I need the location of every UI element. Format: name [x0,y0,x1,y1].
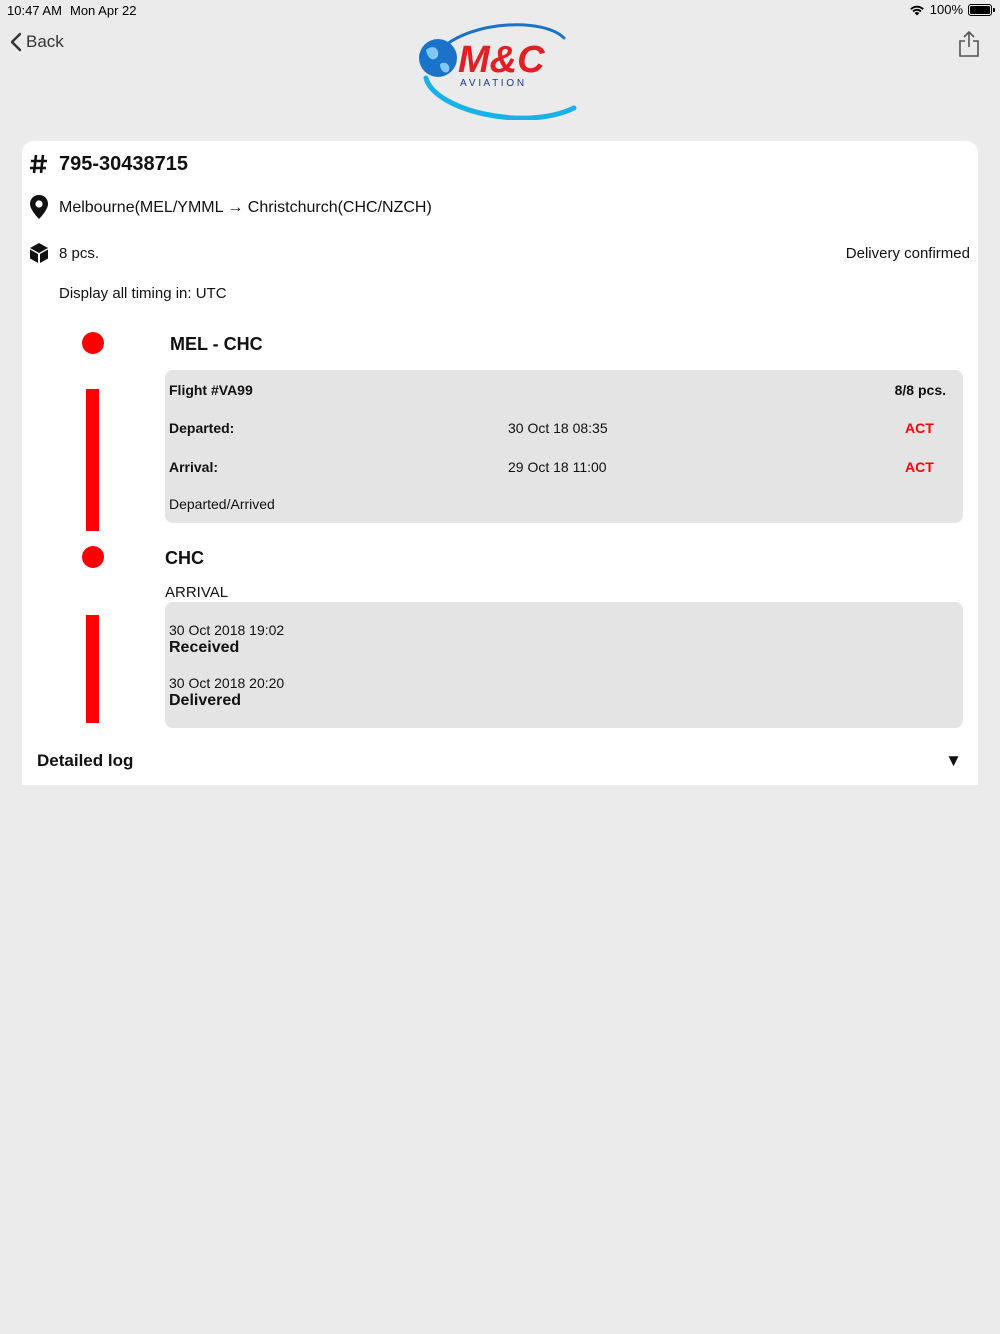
departed-date: 30 Oct 18 08:35 [508,420,608,436]
route-text: Melbourne(MEL/YMML → Christchurch(CHC/NZCH) [59,199,432,216]
caret-down-icon: ▼ [945,751,962,770]
detailed-log-label: Detailed log [37,751,134,770]
event-label: Delivered [169,692,242,709]
timeline-dot-leg [82,332,104,354]
departed-status: ACT [905,420,934,436]
delivery-status: Delivery confirmed [845,245,970,262]
awb-number: 795-30438715 [59,153,189,175]
arrival-status: ACT [905,459,934,475]
station-subtitle: ARRIVAL [165,584,229,601]
flight-note: Departed/Arrived [169,496,275,512]
arrival-label: Arrival: [169,459,219,475]
timeline-dot-station [82,546,104,568]
station-title: CHC [165,548,204,568]
detailed-log-toggle[interactable] [22,739,978,785]
status-time: 10:47 AM [7,3,62,18]
status-right [909,2,992,17]
logo-text: M&C [458,39,545,81]
flight-pieces: 8/8 pcs. [894,382,946,398]
status-bar [0,0,1000,22]
shipment-card [22,141,978,785]
wifi-icon [909,4,925,16]
departed-label: Departed: [169,420,235,436]
timeline-bar-station [86,615,99,723]
share-button[interactable] [958,30,980,63]
event-time: 30 Oct 2018 20:20 [169,675,285,691]
package-icon [29,242,49,264]
flight-number: Flight #VA99 [169,382,253,398]
flight-details-box [165,370,963,523]
battery-icon [968,4,992,16]
timeline-bar-leg [86,389,99,531]
battery-percent: 100% [929,2,963,17]
arrival-date: 29 Oct 18 11:00 [508,459,607,475]
chevron-left-icon [10,32,22,52]
station-events-box [165,602,963,728]
mc-aviation-logo [414,20,590,120]
hash-icon [29,153,49,175]
leg-title: MEL - CHC [170,334,263,354]
back-button[interactable] [10,32,64,52]
timing-note: Display all timing in: UTC [59,285,227,302]
back-label: Back [26,32,64,51]
logo-subtext: A V I A T I O N [460,78,525,89]
event-time: 30 Oct 2018 19:02 [169,622,285,638]
event-label: Received [169,639,240,656]
location-pin-icon [29,194,49,220]
share-icon [958,30,980,58]
battery-fill [970,6,990,14]
pieces-count: 8 pcs. [59,245,100,262]
status-date: Mon Apr 22 [70,3,137,18]
